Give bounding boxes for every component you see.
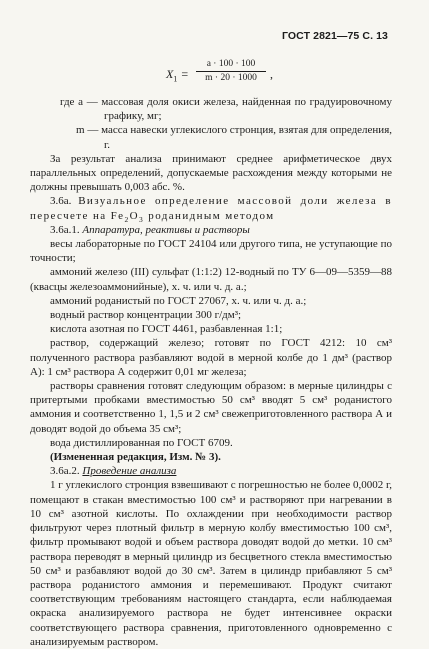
formula-lhs: $X_1$ = bbox=[166, 67, 189, 84]
section-3-6a1-heading: 3.6а.1. Аппаратура, реактивы и растворы bbox=[50, 223, 250, 236]
reagent-item: раствор, содержащий железо; готовят по ГОСТ 4212: 10 см³ полученного раствора разбавляют водой в мерной колбе до 1 дм³ (раствор А): 1 см³ раствора А содержит 0,01 мг железа; bbox=[30, 337, 392, 378]
definition-m: m — масса навески углекислого стронция, взятая для определения, г. bbox=[76, 124, 393, 151]
formula-denominator: m · 20 · 1000 bbox=[205, 73, 257, 83]
reagent-item: растворы сравнения готовят следующим образом: в мерные цилиндры с притертыми пробками вместимостью 50 см³ вводят 5 см³ роданистого аммония и соответственно 1, 1,5 и 2 см³ свежеприготовленного раствора А и доводят водой до объема 35 см³; bbox=[30, 380, 392, 435]
section-3-6a2-heading: 3.6а.2. Проведение анализа bbox=[50, 465, 177, 478]
reagent-item: водный раствор концентрации 300 г/дм³; bbox=[50, 309, 242, 322]
page-header: ГОСТ 2821—75 С. 13 bbox=[282, 30, 388, 42]
results-paragraph: За результат анализа принимают среднее арифметическое двух параллельных определений, допускаемые расхождения между которыми не должны превышать 0,003 абс. %. bbox=[30, 152, 392, 194]
definition-a: где a — массовая доля окиси железа, найденная по градуировочному графику, мг; bbox=[60, 96, 393, 123]
formula-x1: $X_1$ = a · 100 · 100 m · 20 · 1000 , bbox=[166, 59, 273, 84]
section-3-6a-heading: 3.6а. Визуальное определение массовой доли железа в пересчете на $Fe_2O_3$ роданидным методом bbox=[30, 195, 393, 224]
reagent-item: весы лабораторные по ГОСТ 24104 или другого типа, не уступающие по точности; bbox=[30, 238, 392, 265]
procedure-paragraph: 1 г углекислого стронция взвешивают с погрешностью не более 0,0002 г, помещают в стакан вместимостью 100 см³ и растворяют при нагревании в 10 см³ азотной кислоты. По охлаждении при необходимости раствор фильтруют через плотный фильтр в мерную колбу вместимостью 100 см³, фильтр промывают водой и объем раствора доводят водой до метки. 10 см³ раствора переводят в мерный цилиндр из бесцветного стекла вместимостью 50 см³ и разбавляют водой до 30 см³. Затем в цилиндр прибавляют 5 см³ раствора роданистого аммония и перемешивают. Продукт считают соответствующим требованиям настоящего стандарта, если наблюдаемая окраска анализируемого раствора не будет интенсивнее окраски соответствующего раствора сравнения, приготовленного одновременно с анализируемым раствором. bbox=[30, 479, 392, 648]
document-body bbox=[30, 95, 392, 649]
formula-numerator: a · 100 · 100 bbox=[206, 59, 256, 69]
reagent-item: аммоний роданистый по ГОСТ 27067, х. ч. или ч. д. а.; bbox=[50, 294, 307, 307]
formula-fraction bbox=[194, 58, 268, 85]
reagent-item: вода дистиллированная по ГОСТ 6709. bbox=[50, 436, 233, 449]
reagent-item: кислота азотная по ГОСТ 4461, разбавленная 1:1; bbox=[50, 323, 283, 336]
reagent-item: аммоний железо (III) сульфат (1:1:2) 12-водный по ТУ 6—09—5359—88 (квасцы железоаммонийные), х. ч. или ч. д. а.; bbox=[30, 266, 392, 293]
edition-note: (Измененная редакция, Изм. № 3). bbox=[50, 451, 221, 464]
